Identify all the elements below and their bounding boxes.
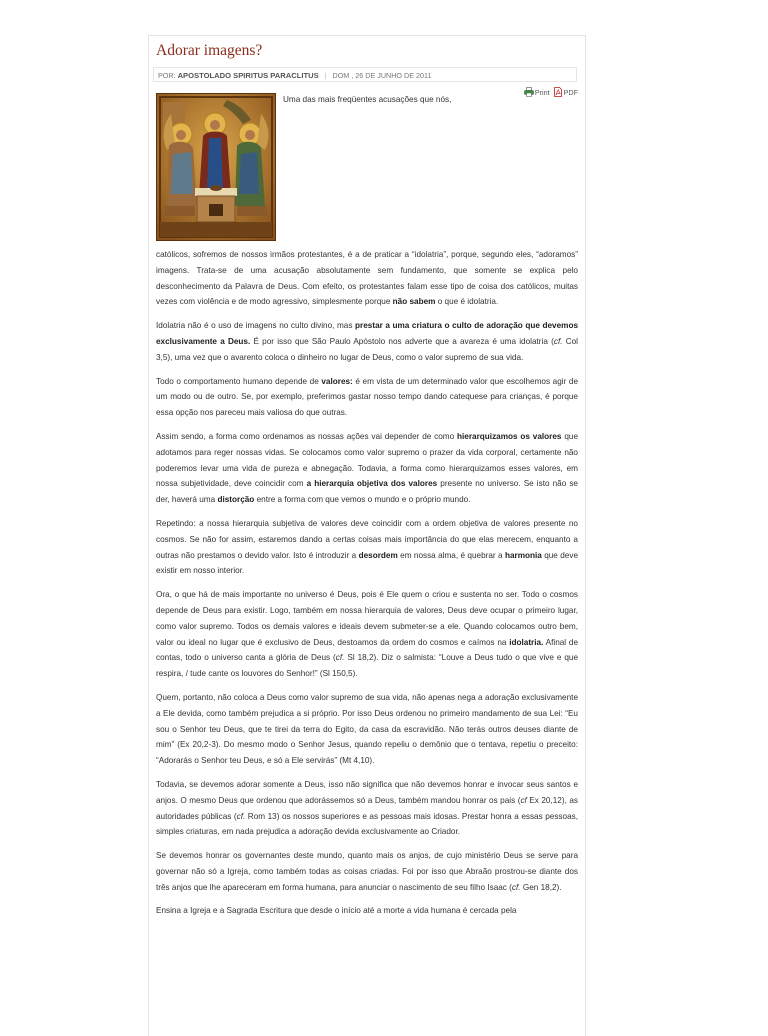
by-label: POR: [158, 71, 176, 80]
paragraph-text: que adotamos para reger nossas vidas. Se colocamos como valor supremo o prazer da vida corporal, certamente não poderemos levar uma vida de pureza e abnegação. Todavia, a forma como hierarquizamos esses valores, em nossa subjetividade, deve coincidir com [156, 431, 578, 489]
article-paragraph [156, 247, 578, 310]
trinity-icon-image [156, 93, 276, 241]
emphasis-text: idolatria. [509, 637, 544, 647]
paragraph-text: Rom 13) os nossos superiores e as pessoas mais idosas. Prestar honra a essas pessoas, simples criaturas, em nada prejudica a adoração devida exclusivamente ao Criador. [156, 811, 578, 837]
paragraph-text: entre a forma com que vemos o mundo e o próprio mundo. [254, 495, 471, 505]
paragraph-text: é em vista de um determinado valor que escolhemos agir de um modo ou de outro. Se, por exemplo, preferimos gastar nosso tempo dando catequese para crianças, é porque essa opção nos pareceu mais valiosa do que outras. [156, 376, 578, 418]
paragraph-text: Quem, portanto, não coloca a Deus como valor supremo de sua vida, não apenas nega a adoração exclusivamente a Ele devida, como também prejudica a si próprio. Por isso Deus ordenou no primeiro mandamento de sua Lei: “Eu sou o Senhor teu Deus, que te tirei da terra do Egito, da casa da escravidão. Não terás outros deuses diante de mim” (Ex 20,2-3). Do mesmo modo o Senhor Jesus, quando repeliu o demônio que o tentava, repetiu o preceito: “Adorarás o Senhor teu Deus, e só a Ele servirás” (Mt 4,10). [156, 692, 578, 766]
emphasis-text: prestar a uma criatura o culto de adoração que devemos exclusivamente a Deus. [156, 321, 578, 346]
article-body [156, 247, 578, 927]
emphasis-text: harmonia [504, 550, 542, 560]
paragraph-text: que deve existir em nosso interior. [156, 550, 578, 576]
paragraph-text: católicos, sofremos de nossos irmãos protestantes, é a de praticar a “idolatria”, porque, segundo eles, “adoramos” imagens. Trata-se de uma acusação absolutamente sem fundamento, que somente se explica pelo desconhecimento da Palavra de Deus. Com efeito, os protestantes falam esse tipo de coisa dos católicos, muitas vezes com violência e de modo agressivo, simplesmente porque [156, 250, 578, 307]
article-meta [153, 67, 577, 82]
emphasis-text: não sabem [392, 297, 436, 307]
publish-date: DOM , 26 DE JUNHO DE 2011 [332, 71, 432, 80]
paragraph-text: É por isso que São Paulo Apóstolo nos adverte que a avareza é uma idolatria ( [250, 336, 554, 346]
emphasis-text: a hierarquia objetiva dos valores [306, 479, 438, 489]
emphasis-text: distorção [217, 495, 255, 505]
intro-text: Uma das mais freqüentes acusações que nós, [283, 95, 452, 104]
article-paragraph [156, 848, 578, 895]
article-tools [524, 87, 578, 97]
paragraph-text: Ora, o que há de mais importante no universo é Deus, pois é Ele quem o criou e sustenta no ser. Todo o cosmos depende de Deus para existir. Logo, também em nossa hierarquia de valores, Deus deve ocupar o primeiro lugar, como valor supremo. Todos os demais valores e ideais devem submeter-se a ele. Quando colocamos outro bem, valor ou ideal no lugar que é exclusivo de Deus, destoamos da ordem do cosmos e caímos na [156, 590, 578, 647]
paragraph-text: Idolatria não é o uso de imagens no culto divino, mas [156, 321, 356, 331]
paragraph-text: Assim sendo, a forma como ordenamos as nossas ações vai depender de como [156, 431, 458, 441]
paragraph-text: cf. [236, 811, 246, 821]
paragraph-text: cf. [511, 882, 521, 892]
pdf-icon[interactable] [553, 87, 563, 97]
paragraph-text: Col 3,5), uma vez que o avarento coloca o dinheiro no lugar de Deus, como o valor supremo de sua vida. [156, 336, 578, 362]
paragraph-text: Todavia, se devemos adorar somente a Deus, isso não significa que não devemos honrar e invocar seus santos e anjos. O mesmo Deus que ordenou que adorássemos só a Deus, também mandou honrar os pais ( [156, 779, 578, 805]
article-paragraph [156, 374, 578, 421]
emphasis-text: hierarquizamos os valores [457, 431, 562, 441]
paragraph-text: Se devemos honrar os governantes deste mundo, quanto mais os anjos, de cujo ministério Deus se serve para governar não só a Igreja, como também todas as coisas criadas. Foi por isso que Abraão prostrou-se diante dos três anjos que lhe apareceram em forma humana, para anunciar o nascimento de seu filho Isaac ( [156, 851, 578, 892]
article-paragraph [156, 516, 578, 579]
meta-separator: | [324, 71, 327, 80]
emphasis-text: desordem [358, 550, 398, 560]
article-paragraph [156, 777, 578, 840]
article-paragraph [156, 903, 578, 919]
paragraph-text: Repetindo: a nossa hierarquia subjetiva de valores deve coincidir com a ordem objetiva de valores presente no cosmos. Se não for assim, estaremos dando a certas coisas mais importância do que elas merecem, enquanto a outras não prestamos o devido valor. Isto é introduzir a [156, 518, 578, 560]
paragraph-text: presente no universo. Se isto não se der, haverá uma [156, 479, 578, 505]
article-card [148, 35, 586, 1036]
printer-icon[interactable] [524, 87, 534, 97]
paragraph-text: cf. [553, 336, 563, 346]
paragraph-text: cf. [335, 653, 345, 663]
article-paragraph [156, 318, 578, 365]
paragraph-text: Afinal de contas, todo o universo canta a glória de Deus ( [156, 637, 578, 663]
paragraph-text: Gen 18,2). [520, 882, 562, 892]
pdf-link[interactable]: PDF [563, 87, 578, 97]
paragraph-text: o que é idolatria. [435, 297, 499, 307]
emphasis-text: valores: [321, 376, 353, 386]
paragraph-text: em nossa alma, é quebrar a [397, 550, 505, 560]
author-link[interactable]: APOSTOLADO SPIRITUS PARACLITUS [177, 71, 319, 80]
article-paragraph [156, 429, 578, 508]
article-paragraph [156, 690, 578, 769]
paragraph-text: Ex 20,12), as autoridades públicas ( [156, 795, 578, 821]
print-link[interactable]: Print [534, 87, 550, 97]
article-title[interactable]: Adorar imagens? [156, 42, 263, 59]
paragraph-text: cf [520, 795, 527, 805]
paragraph-text: Todo o comportamento humano depende de [156, 376, 322, 386]
paragraph-text: Ensina a Igreja e a Sagrada Escritura que desde o início até a morte a vida humana é cercada pela [156, 906, 517, 916]
article-paragraph [156, 587, 578, 682]
paragraph-text: Sl 18,2). Diz o salmista: “Louve a Deus tudo o que vive e que respira, / tude cante os louvores do Senhor!” (Sl 150,5). [156, 653, 578, 679]
